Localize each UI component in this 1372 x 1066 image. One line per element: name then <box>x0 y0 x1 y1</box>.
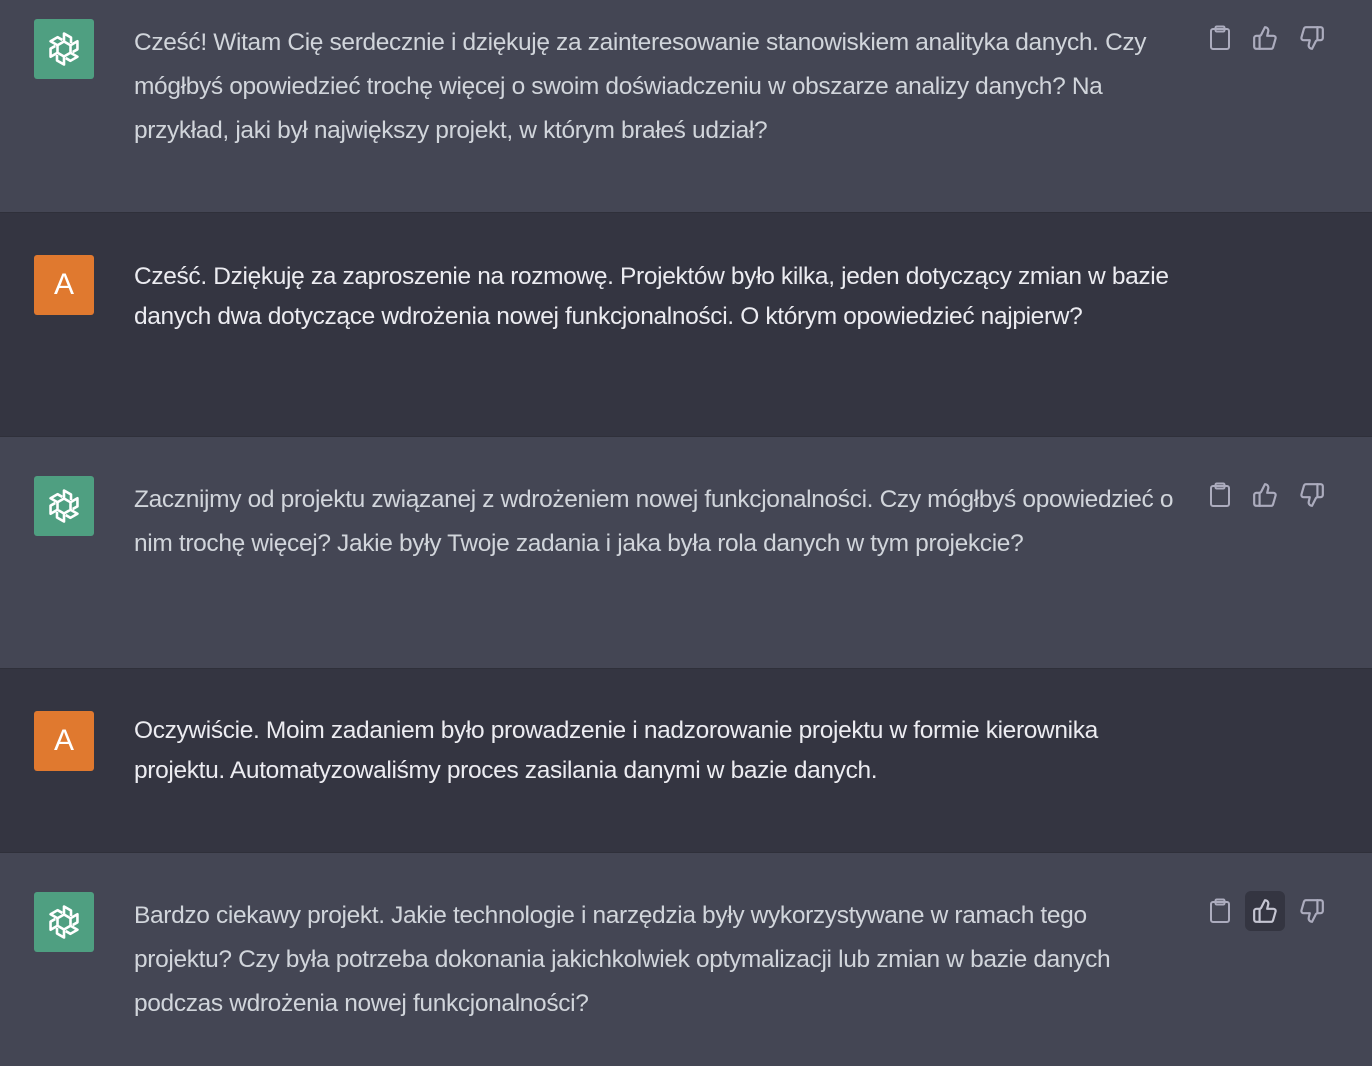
assistant-avatar <box>34 19 94 79</box>
clipboard-icon <box>1208 482 1232 508</box>
assistant-message-text: Zacznijmy od projektu związanej z wdrożeniem nowej funkcjonalności. Czy mógłbyś opowiedzieć o nim trochę więcej? Jakie były Twoje zadania i jaka była rola danych w tym projekcie? <box>134 486 1174 557</box>
copy-button[interactable] <box>1200 891 1240 931</box>
clipboard-icon <box>1208 25 1232 51</box>
thumbs-up-button[interactable] <box>1245 475 1285 515</box>
thumbs-down-icon <box>1299 898 1325 924</box>
assistant-avatar <box>34 892 94 952</box>
assistant-message-text: Cześć! Witam Cię serdecznie i dziękuję za zainteresowanie stanowiskiem analityka danych. Czy mógłbyś opowiedzieć trochę więcej o swoim doświadczeniu w obszarze analizy danych? Na przykład, jaki był największy projekt, w którym brałeś udział? <box>134 29 1147 144</box>
thumbs-down-button[interactable] <box>1292 891 1332 931</box>
assistant-message <box>0 0 1372 212</box>
thumbs-up-icon <box>1252 898 1278 924</box>
thumbs-up-icon <box>1252 482 1278 508</box>
message-actions <box>1200 475 1340 519</box>
openai-logo-icon <box>44 902 84 942</box>
thumbs-up-button[interactable] <box>1245 18 1285 58</box>
assistant-message <box>0 436 1372 668</box>
assistant-message <box>0 852 1372 1066</box>
thumbs-down-button[interactable] <box>1292 18 1332 58</box>
thumbs-up-button[interactable] <box>1245 891 1285 931</box>
openai-logo-icon <box>44 29 84 69</box>
assistant-avatar <box>34 476 94 536</box>
user-avatar <box>34 711 94 771</box>
clipboard-icon <box>1208 898 1232 924</box>
user-avatar-letter: A <box>53 724 74 757</box>
thumbs-down-icon <box>1299 482 1325 508</box>
user-avatar-letter: A <box>53 268 74 301</box>
user-avatar <box>34 255 94 315</box>
thumbs-down-button[interactable] <box>1292 475 1332 515</box>
copy-button[interactable] <box>1200 18 1240 58</box>
message-actions <box>1200 18 1340 62</box>
user-message <box>0 668 1372 852</box>
user-message-text: Oczywiście. Moim zadaniem było prowadzenie i nadzorowanie projektu w formie kierownika projektu. Automatyzowaliśmy proces zasilania danymi w bazie danych. <box>134 717 1098 784</box>
thumbs-down-icon <box>1299 25 1325 51</box>
message-actions <box>1200 891 1340 935</box>
copy-button[interactable] <box>1200 475 1240 515</box>
openai-logo-icon <box>44 486 84 526</box>
assistant-message-text: Bardzo ciekawy projekt. Jakie technologie i narzędzia były wykorzystywane w ramach tego projektu? Czy była potrzeba dokonania jakichkolwiek optymalizacji lub zmian w bazie danych podczas wdrożenia nowej funkcjonalności? <box>134 902 1111 1017</box>
user-message-text: Cześć. Dziękuję za zaproszenie na rozmowę. Projektów było kilka, jeden dotyczący zmian w bazie danych dwa dotyczące wdrożenia nowej funkcjonalności. O którym opowiedzieć najpierw? <box>134 263 1169 330</box>
thumbs-up-icon <box>1252 25 1278 51</box>
user-message <box>0 212 1372 436</box>
